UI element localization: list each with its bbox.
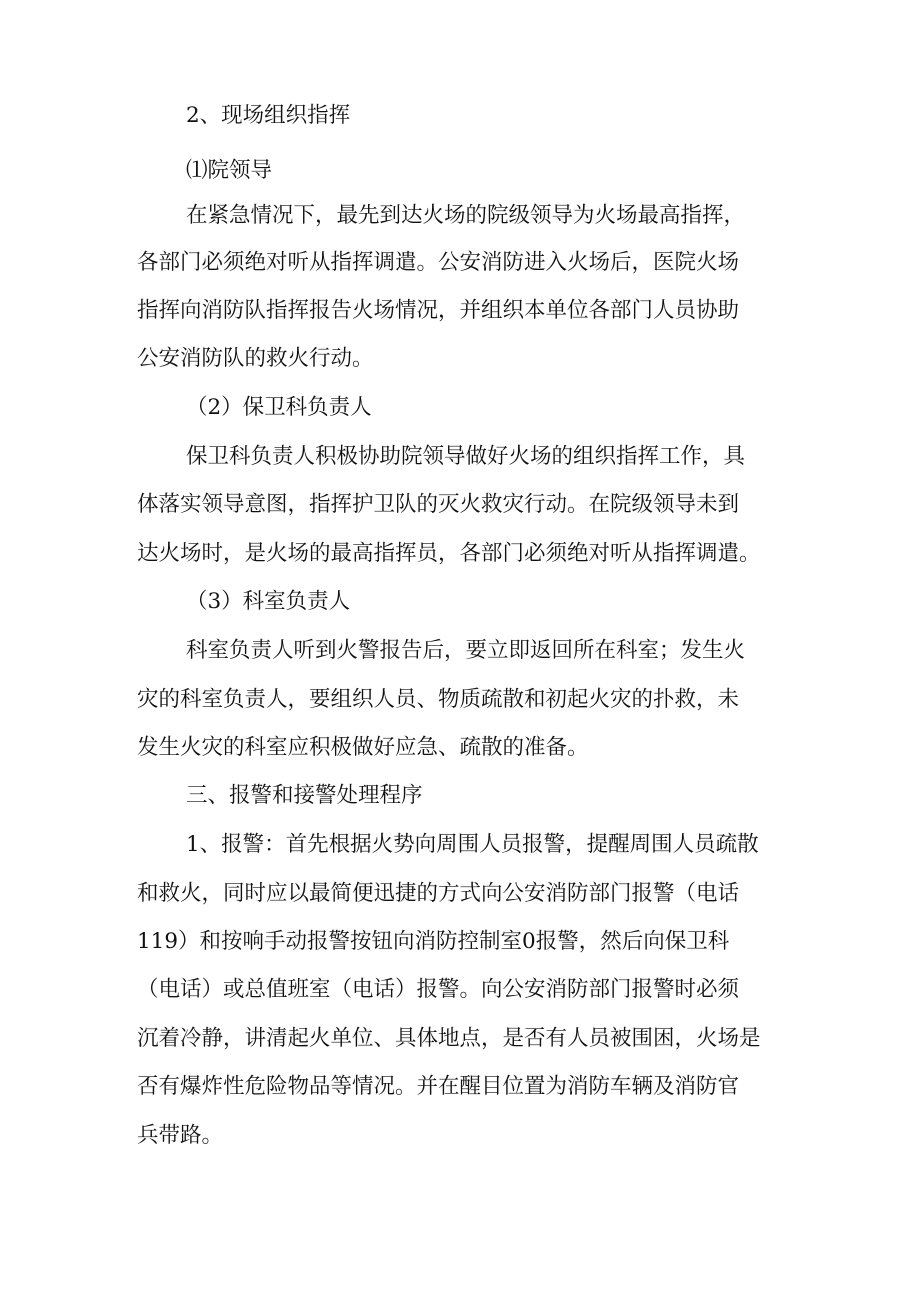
paragraph-line: 各部门必须绝对听从指挥调遣。公安消防进入火场后，医院火场 <box>137 250 740 275</box>
paragraph-line: 在紧急情况下，最先到达火场的院级领导为火场最高指挥， <box>186 203 746 228</box>
paragraph-line: 灾的科室负责人，要组织人员、物质疏散和初起火灾的扑救，未 <box>137 687 740 712</box>
paragraph-line: 指挥向消防队指挥报告火场情况，并组织本单位各部门人员协助 <box>137 298 740 323</box>
section-heading-on-site-command: 2、现场组织指挥 <box>186 103 351 128</box>
subheading-hospital-leaders: ⑴院领导 <box>186 158 273 183</box>
section-heading-alarm-procedure: 三、报警和接警处理程序 <box>186 783 423 808</box>
paragraph-line: 兵带路。 <box>137 1123 224 1148</box>
paragraph-line: 119）和按响手动报警按钮向消防控制室0报警，然后向保卫科 <box>137 929 730 954</box>
paragraph-line: 科室负责人听到火警报告后，要立即返回所在科室；发生火 <box>186 638 746 663</box>
paragraph-line: （电话）或总值班室（电话）报警。向公安消防部门报警时必须 <box>137 977 740 1002</box>
paragraph-line: 发生火灾的科室应积极做好应急、疏散的准备。 <box>137 735 589 760</box>
paragraph-line: 沉着冷静，讲清起火单位、具体地点，是否有人员被围困，火场是 <box>137 1026 761 1051</box>
subheading-security-head: （2）保卫科负责人 <box>186 395 372 420</box>
paragraph-line: 和救火，同时应以最简便迅捷的方式向公安消防部门报警（电话 <box>137 881 740 906</box>
subheading-department-head: （3）科室负责人 <box>186 589 351 614</box>
paragraph-line: 公安消防队的救火行动。 <box>137 346 374 371</box>
paragraph-line: 达火场时，是火场的最高指挥员，各部门必须绝对听从指挥调遣。 <box>137 541 761 566</box>
paragraph-line: 保卫科负责人积极协助院领导做好火场的组织指挥工作，具 <box>186 444 746 469</box>
paragraph-line: 1、报警：首先根据火势向周围人员报警，提醒周围人员疏散 <box>186 832 759 857</box>
paragraph-line: 体落实领导意图，指挥护卫队的灭火救灾行动。在院级领导未到 <box>137 492 740 517</box>
paragraph-line: 否有爆炸性危险物品等情况。并在醒目位置为消防车辆及消防官 <box>137 1074 740 1099</box>
